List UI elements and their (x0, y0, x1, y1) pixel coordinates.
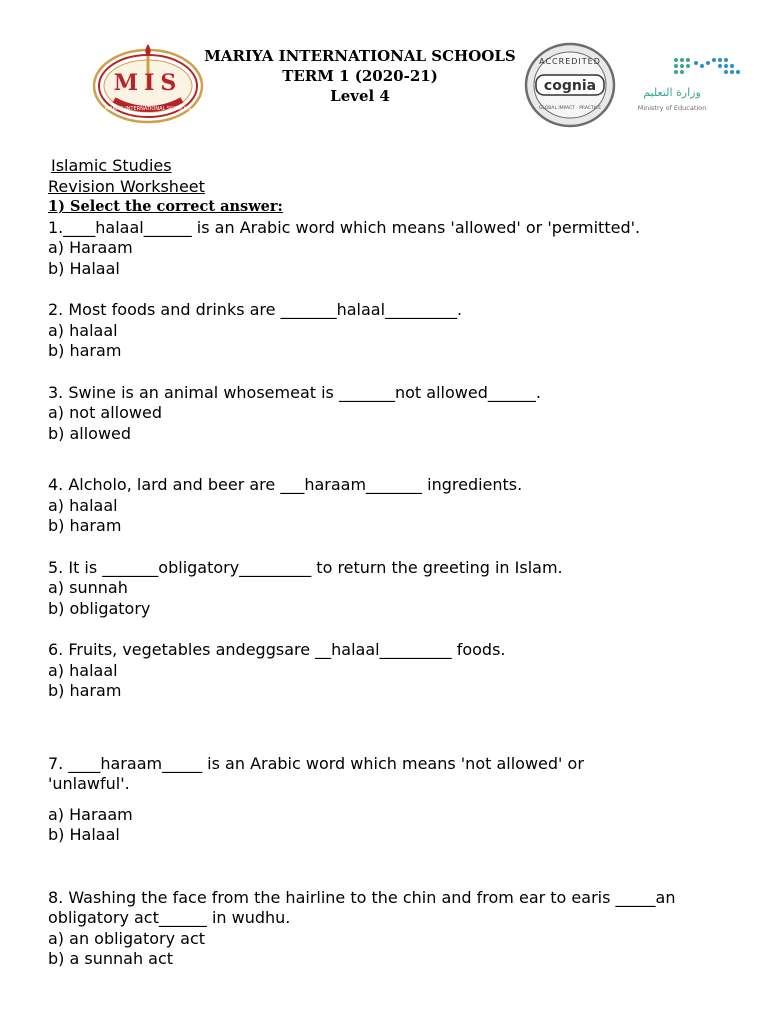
question-text: 8. Washing the face from the hairline to the chin and from ear to earis _____an obligatory act______ in wudhu. (48, 887, 676, 927)
question-8 (48, 888, 748, 970)
question-text: 7. ____haraam_____ is an Arabic word which means 'not allowed' or 'unlawful'. (48, 753, 584, 793)
question-4 (48, 475, 748, 537)
question-7 (48, 754, 748, 846)
cognia-logo (524, 42, 616, 128)
question-text: 6. Fruits, vegetables andeggsare __halaal_________ foods. (48, 640, 506, 659)
option-a: a) not allowed (48, 403, 162, 422)
question-6 (48, 640, 748, 702)
option-a: a) halaal (48, 660, 118, 680)
cognia-brand: cognia (543, 78, 597, 94)
cognia-accredited: ACCREDITED (539, 57, 601, 66)
section-heading: 1) Select the correct answer: (48, 198, 283, 215)
question-text: 1.____halaal______ is an Arabic word which means 'allowed' or 'permitted'. (48, 217, 641, 237)
question-text: 5. It is _______obligatory_________ to return the greeting in Islam. (48, 557, 563, 577)
option-a: a) Haraam (48, 238, 133, 257)
question-3 (48, 383, 748, 445)
question-text: 4. Alcholo, lard and beer are ___haraam_______ ingredients. (48, 475, 523, 494)
question-2 (48, 300, 748, 362)
option-b: b) haram (48, 681, 122, 700)
subject-heading: Islamic Studies (51, 156, 172, 175)
answer-text: an obligatory act (48, 887, 676, 927)
moe-english-text: Ministry of Education (637, 104, 707, 112)
cognia-bottom-text: GLOBAL IMPACT · PRACTICE (538, 106, 602, 111)
term-label: TERM 1 (2020-21) (282, 67, 438, 85)
question-1 (48, 218, 748, 280)
option-b: b) haram (48, 341, 122, 360)
question-text: 2. Most foods and drinks are _______halaal_________. (48, 300, 463, 319)
option-b: b) allowed (48, 423, 132, 443)
option-a: a) sunnah (48, 578, 128, 597)
level-label: Level 4 (330, 87, 390, 105)
answer-text: obligatory (158, 557, 240, 577)
question-5 (48, 558, 748, 620)
answer-text: halaal (331, 640, 380, 659)
option-b: b) Halaal (48, 825, 120, 844)
school-name: MARIYA INTERNATIONAL SCHOOLS (204, 47, 516, 65)
answer-text: not allowed (394, 382, 488, 402)
school-header (200, 46, 520, 106)
mis-logo (92, 38, 204, 124)
answer-text: halaal (336, 300, 386, 319)
answer-text: halaal (95, 217, 144, 237)
option-a: a) halaal (48, 320, 118, 340)
option-b: b) obligatory (48, 598, 151, 618)
option-b: b) a sunnah act (48, 949, 174, 968)
mis-letters: MIS (113, 70, 183, 96)
worksheet-body (48, 156, 748, 970)
option-a: a) Haraam (48, 804, 133, 824)
option-a: a) halaal (48, 495, 118, 515)
option-b: b) Halaal (48, 258, 120, 278)
question-text: 3. Swine is an animal whosemeat is _______not allowed______. (48, 382, 541, 402)
moe-arabic-text: وزارة التعليم (643, 86, 701, 99)
option-b: b) haram (48, 516, 122, 535)
ministry-of-education-logo (636, 52, 746, 118)
option-a: a) an obligatory act (48, 928, 206, 948)
answer-text: haraam (304, 475, 367, 494)
answer-text: haraam (100, 753, 163, 773)
mis-arc-text: MARIYA INTERNATIONAL SCHOOLS (104, 106, 192, 112)
worksheet-title: Revision Worksheet (48, 176, 205, 196)
